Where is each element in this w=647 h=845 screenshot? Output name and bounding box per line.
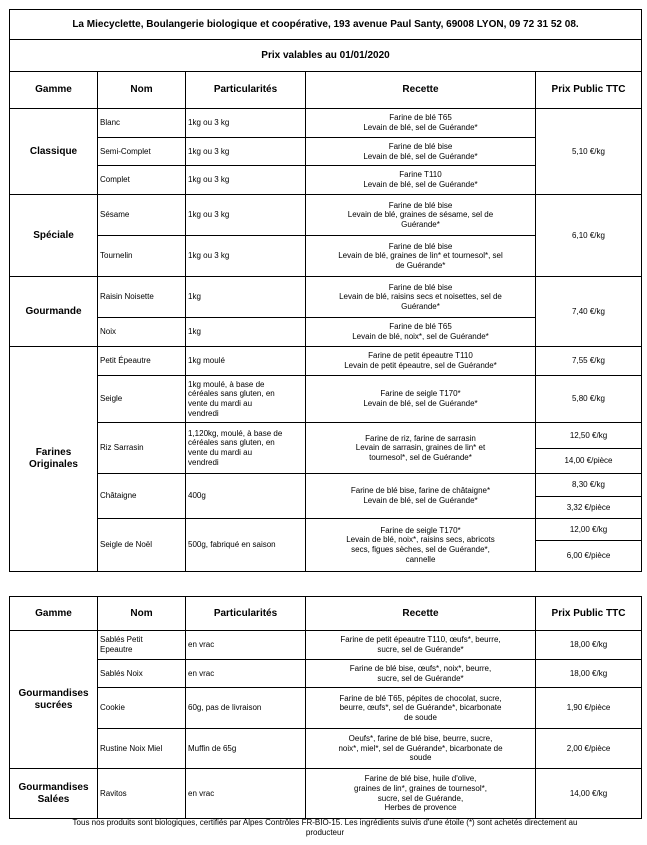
col-gamme: Gamme (10, 597, 98, 631)
table-row (10, 376, 642, 423)
product-part: 1kg (186, 318, 306, 347)
col-particularites: Particularités (186, 72, 306, 109)
product-price: 14,00 €/kg (536, 769, 642, 819)
price-table-gourmandises (9, 596, 642, 819)
product-name: Blanc (98, 109, 186, 138)
product-part: 1kg moulé, à base de céréales sans gluten, en vente du mardi au vendredi (186, 376, 306, 423)
product-recipe: Farine de blé T65, pépites de chocolat, sucre, beurre, œufs*, sel de Guérande*, bicarbonate de soude (306, 688, 536, 729)
product-name: Noix (98, 318, 186, 347)
product-part: 400g (186, 474, 306, 519)
product-name: Seigle (98, 376, 186, 423)
table-row (10, 277, 642, 318)
product-part: 1kg (186, 277, 306, 318)
col-nom: Nom (98, 72, 186, 109)
product-price: 6,00 €/pièce (536, 541, 642, 572)
gamme-speciale: Spéciale (10, 195, 98, 277)
product-recipe: Farine de blé T65 Levain de blé, sel de Guérande* (306, 109, 536, 138)
product-part: en vrac (186, 631, 306, 660)
product-name: Semi-Complet (98, 138, 186, 166)
table-row (10, 769, 642, 819)
product-part: 1kg ou 3 kg (186, 166, 306, 195)
product-price: 6,10 €/kg (536, 195, 642, 277)
product-recipe: Farine de blé bise Levain de blé, sel de Guérande* (306, 138, 536, 166)
gamme-gourmandises-sucrees: Gourmandises sucrées (10, 631, 98, 769)
product-price: 12,50 €/kg (536, 423, 642, 449)
product-part: 1kg ou 3 kg (186, 109, 306, 138)
product-part: 500g, fabriqué en saison (186, 519, 306, 572)
product-part: 1kg ou 3 kg (186, 236, 306, 277)
product-name: Complet (98, 166, 186, 195)
product-price: 1,90 €/pièce (536, 688, 642, 729)
table-row (10, 631, 642, 660)
product-part: en vrac (186, 769, 306, 819)
product-recipe: Farine de blé bise Levain de blé, graines de lin* et tournesol*, sel de Guérande* (306, 236, 536, 277)
col-nom: Nom (98, 597, 186, 631)
gamme-farines-originales: Farines Originales (10, 347, 98, 572)
product-recipe: Farine de seigle T170* Levain de blé, noix*, raisins secs, abricots secs, figues sèches, sel de Guérande*, cannelle (306, 519, 536, 572)
table-row (10, 660, 642, 688)
product-name: Sablés Noix (98, 660, 186, 688)
gamme-classique: Classique (10, 109, 98, 195)
table-row (10, 347, 642, 376)
col-prix: Prix Public TTC (536, 597, 642, 631)
product-price: 12,00 €/kg (536, 519, 642, 541)
product-name: Rustine Noix Miel (98, 729, 186, 769)
product-name: Raisin Noisette (98, 277, 186, 318)
product-recipe: Farine de blé bise Levain de blé, raisins secs et noisettes, sel de Guérande* (306, 277, 536, 318)
product-name: Châtaigne (98, 474, 186, 519)
product-recipe: Oeufs*, farine de blé bise, beurre, sucre, noix*, miel*, sel de Guérande*, bicarbonate de soude (306, 729, 536, 769)
product-price: 18,00 €/kg (536, 660, 642, 688)
product-recipe: Farine de seigle T170* Levain de blé, sel de Guérande* (306, 376, 536, 423)
price-table-breads (9, 9, 642, 572)
product-part: en vrac (186, 660, 306, 688)
product-recipe: Farine de blé bise Levain de blé, graines de sésame, sel de Guérande* (306, 195, 536, 236)
table-row (10, 423, 642, 449)
product-part: 60g, pas de livraison (186, 688, 306, 729)
product-price: 18,00 €/kg (536, 631, 642, 660)
price-validity: Prix valables au 01/01/2020 (10, 40, 642, 72)
product-name: Seigle de Noël (98, 519, 186, 572)
product-name: Sésame (98, 195, 186, 236)
product-price: 2,00 €/pièce (536, 729, 642, 769)
table-row (10, 688, 642, 729)
product-part: 1,120kg, moulé, à base de céréales sans gluten, en vente du mardi au vendredi (186, 423, 306, 474)
product-name: Tournelin (98, 236, 186, 277)
product-recipe: Farine de riz, farine de sarrasin Levain de sarrasin, graines de lin* et tournesol*, sel de Guérande* (306, 423, 536, 474)
col-recette: Recette (306, 597, 536, 631)
product-recipe: Farine de blé T65 Levain de blé, noix*, sel de Guérande* (306, 318, 536, 347)
product-part: Muffin de 65g (186, 729, 306, 769)
product-part: 1kg ou 3 kg (186, 195, 306, 236)
product-price: 14,00 €/pièce (536, 449, 642, 474)
product-recipe: Farine T110 Levain de blé, sel de Guérande* (306, 166, 536, 195)
product-recipe: Farine de petit épeautre T110 Levain de petit épeautre, sel de Guérande* (306, 347, 536, 376)
table-row (10, 519, 642, 541)
table-row (10, 474, 642, 497)
product-price: 5,80 €/kg (536, 376, 642, 423)
product-recipe: Farine de blé bise, farine de châtaigne* Levain de blé, sel de Guérande* (306, 474, 536, 519)
product-recipe: Farine de blé bise, œufs*, noix*, beurre, sucre, sel de Guérande* (306, 660, 536, 688)
table-row (10, 109, 642, 138)
product-name: Sablés Petit Epeautre (98, 631, 186, 660)
product-name: Ravitos (98, 769, 186, 819)
product-price: 3,32 €/pièce (536, 497, 642, 519)
product-part: 1kg ou 3 kg (186, 138, 306, 166)
table-row (10, 729, 642, 769)
bakery-title: La Miecyclette, Boulangerie biologique et coopérative, 193 avenue Paul Santy, 69008 LYON, 09 72 31 52 08. (10, 10, 642, 40)
table-row (10, 195, 642, 236)
product-name: Cookie (98, 688, 186, 729)
col-recette: Recette (306, 72, 536, 109)
product-price: 8,30 €/kg (536, 474, 642, 497)
product-name: Riz Sarrasin (98, 423, 186, 474)
product-name: Petit Épeautre (98, 347, 186, 376)
col-gamme: Gamme (10, 72, 98, 109)
product-recipe: Farine de blé bise, huile d'olive, graines de lin*, graines de tournesol*, sucre, sel de Guérande, Herbes de provence (306, 769, 536, 819)
product-price: 5,10 €/kg (536, 109, 642, 195)
col-prix: Prix Public TTC (536, 72, 642, 109)
footer-note: Tous nos produits sont biologiques, certifiés par Alpes Contrôles FR-BIO-15. Les ingrédients suivis d'une étoile (*) sont achetés directement au producteur (72, 818, 578, 837)
product-recipe: Farine de petit épeautre T110, œufs*, beurre, sucre, sel de Guérande* (306, 631, 536, 660)
col-particularites: Particularités (186, 597, 306, 631)
gamme-gourmande: Gourmande (10, 277, 98, 347)
product-price: 7,40 €/kg (536, 277, 642, 347)
product-part: 1kg moulé (186, 347, 306, 376)
gamme-gourmandises-salees: Gourmandises Salées (10, 769, 98, 819)
product-price: 7,55 €/kg (536, 347, 642, 376)
